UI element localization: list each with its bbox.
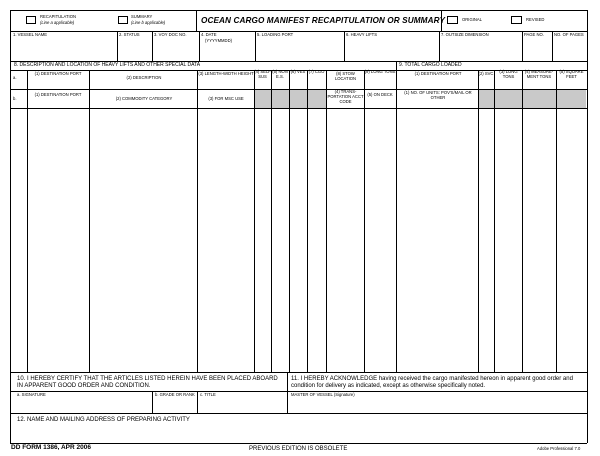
name-address-field[interactable]	[12, 425, 586, 442]
divider	[10, 413, 587, 414]
line-a-marker: a.	[13, 75, 17, 80]
acknowledge-lead: 11. I HEREBY ACKNOWLEDGE	[291, 376, 378, 382]
grade-or-rank-field[interactable]	[153, 405, 195, 412]
name-address-label: 12. NAME AND MAILING ADDRESS OF PREPARING ACTIVITY	[17, 417, 190, 423]
s9b-shaded-block	[479, 90, 586, 108]
s9a-measurement-tons: (4) MEASURE- MENT TONS	[524, 69, 554, 79]
s8a-ves: (6) VES	[290, 69, 306, 74]
s8a-cgo: (7) CGO	[308, 69, 325, 74]
loading-port-field[interactable]	[256, 40, 342, 59]
s9a-long-tons: (3) LONG TONS	[499, 69, 518, 79]
summary-label: SUMMARY	[131, 14, 153, 19]
divider	[10, 31, 587, 32]
date-label: 4. DATE	[201, 32, 217, 37]
divider	[441, 10, 442, 31]
page-no-field[interactable]	[523, 40, 550, 59]
s8b-commodity-category: (2) COMMODITY CATEGORY	[115, 96, 173, 101]
s9b-no-of-units: (1) NO. OF UNITS: POV'S/MAIL OR OTHER	[404, 90, 472, 100]
acknowledge-rest: having received the cargo manifested hereon in apparent good order and condition for delivery as indicated, except as otherwise specifically noted.	[291, 376, 573, 389]
loading-port-label: 5. LOADING PORT	[257, 32, 294, 37]
s8b-destination-port: (1) DESTINATION PORT	[34, 92, 82, 97]
software-note: Adobe Professional 7.0	[537, 446, 581, 451]
s8a-lwh: (3) LENGTH-WIDTH HEIGHT	[198, 71, 254, 76]
line-b-marker: b.	[13, 96, 17, 101]
recap-checkbox[interactable]	[26, 16, 36, 24]
title-field[interactable]	[198, 399, 286, 412]
master-signature-field[interactable]	[288, 399, 586, 412]
s8b-on-deck: (5) ON DECK	[367, 92, 393, 97]
s9a-destination-port: (1) DESTINATION PORT	[414, 71, 462, 76]
heavy-lifts-label: 6. HEAVY LIFTS	[346, 32, 378, 37]
master-signature-label: MASTER OF VESSEL (Signature)	[291, 392, 355, 397]
summary-checkbox[interactable]	[118, 16, 128, 24]
original-label: ORIGINAL	[462, 17, 483, 22]
s8a-destination-port: (1) DESTINATION PORT	[34, 71, 82, 76]
frame-right	[587, 10, 588, 443]
s8a-description: (2) DESCRIPTION	[126, 75, 162, 80]
revised-checkbox[interactable]	[511, 16, 522, 24]
s9a-square-feet: (5) SQUARE FEET	[559, 69, 584, 79]
s8a-stow-location: (8) STOW LOCATION	[334, 71, 357, 81]
voy-doc-no-label: 3. VOY DOC NO.	[154, 32, 187, 37]
vessel-name-field[interactable]	[12, 40, 115, 59]
s8a-self-sus: (4) SELF SUS	[254, 69, 271, 79]
s9a-svc: (2) SVC	[478, 71, 494, 76]
frame-top	[10, 10, 587, 11]
s8b-shaded-block	[255, 90, 326, 108]
date-field[interactable]	[200, 45, 253, 59]
section9-entry-area[interactable]	[397, 109, 586, 371]
date-format-label: (YYYYMMDD)	[205, 38, 232, 43]
section8-entry-area[interactable]	[11, 109, 396, 371]
voy-doc-no-field[interactable]	[153, 40, 197, 59]
previous-edition-note: PREVIOUS EDITION IS OBSOLETE	[249, 446, 348, 452]
section8-title: 8. DESCRIPTION AND LOCATION OF HEAVY LIFTS AND OTHER SPECIAL DATA	[14, 62, 201, 68]
s8a-long-tons: (9) LONG TONS	[364, 69, 396, 74]
title-label: c. TITLE	[200, 392, 216, 397]
recap-note: (Line a applicable)	[40, 20, 75, 25]
outsize-dimension-label: 7. OUTSIZE DIMENSION	[441, 32, 489, 37]
certify-statement: 10. I HEREBY CERTIFY THAT THE ARTICLES LISTED HEREIN HAVE BEEN PLACED ABOARD IN APPARENT GOOD ORDER AND CONDITION.	[17, 376, 278, 389]
s8b-transportation-acct-code: (4) TRANS- PORTATION ACCT CODE	[327, 89, 364, 104]
revised-label: REVISED	[526, 17, 545, 22]
grade-or-rank-label: b. GRADE OR RANK	[155, 392, 195, 397]
divider	[10, 372, 587, 373]
s8b-for-msc-use: (3) FOR MSC USE	[208, 96, 244, 101]
section9-title: 9. TOTAL CARGO LOADED	[399, 62, 462, 68]
summary-note: (Line b applicable)	[131, 20, 166, 25]
divider	[196, 10, 197, 31]
form-id: DD FORM 1386, APR 2006	[11, 444, 91, 451]
original-checkbox[interactable]	[447, 16, 458, 24]
signature-field[interactable]	[12, 399, 150, 412]
vessel-name-label: 1. VESSEL NAME	[13, 32, 48, 37]
no-of-pages-label: NO. OF PAGES	[554, 32, 584, 37]
form-title: OCEAN CARGO MANIFEST RECAPITULATION OR SUMMARY	[201, 16, 446, 25]
no-of-pages-field[interactable]	[553, 45, 586, 59]
signature-label: a. SIGNATURE	[17, 392, 46, 397]
page-no-label: PAGE NO.	[524, 32, 544, 37]
status-field[interactable]	[118, 40, 150, 59]
divider	[396, 61, 397, 70]
acknowledge-statement	[291, 376, 583, 390]
recap-label: RECAPITULATION	[40, 14, 76, 19]
outsize-dimension-field[interactable]	[440, 40, 520, 59]
status-label: 2. STATUS	[119, 32, 140, 37]
heavy-lifts-field[interactable]	[345, 40, 437, 59]
s8a-non-es: (5) NON E.S.	[272, 69, 288, 79]
frame-bottom	[10, 443, 587, 444]
